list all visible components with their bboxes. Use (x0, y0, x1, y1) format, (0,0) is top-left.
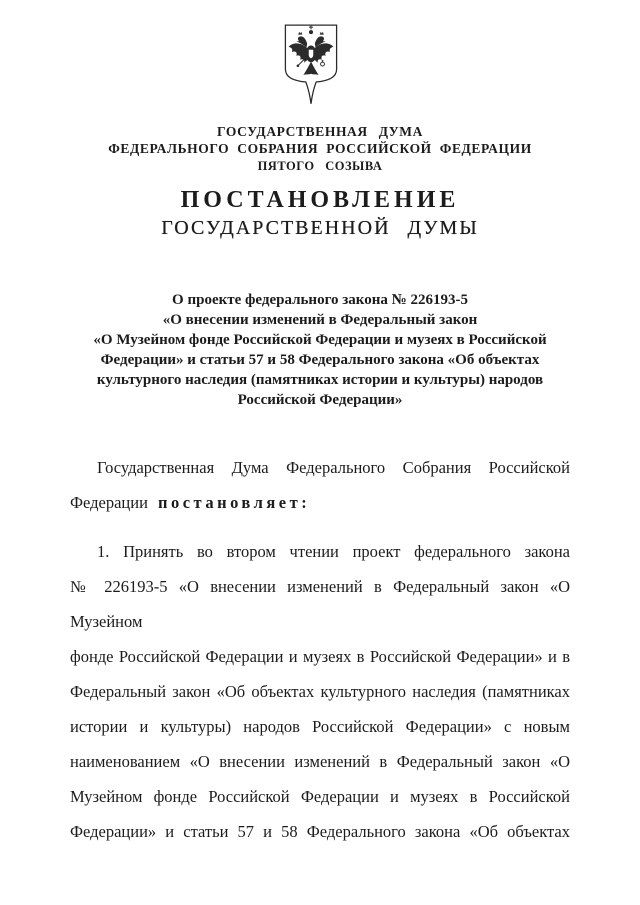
subject-line: «О внесении изменений в Федеральный закон (162, 312, 478, 328)
subject-line: культурного наследия (памятниках истории и культуры) народов (96, 372, 544, 388)
paragraph-item-1 (70, 534, 570, 849)
body-line (70, 485, 570, 520)
authority-subtitle: ФЕДЕРАЛЬНОГО СОБРАНИЯ РОССИЙСКОЙ ФЕДЕРАЦИИ (108, 141, 532, 156)
authority-name: ГОСУДАРСТВЕННАЯ ДУМА (217, 124, 423, 139)
subject-line: Федерации» и статьи 57 и 58 Федерального закона «Об объектах (100, 352, 540, 368)
decree-word: постановляет: (157, 493, 311, 512)
issuing-authority (70, 124, 570, 174)
document-body (70, 450, 570, 849)
double-headed-eagle-icon (279, 20, 343, 114)
body-line: № 226193-5 «О внесении изменений в Федеральный закон «О Музейном (70, 577, 570, 631)
russia-coat-of-arms (279, 20, 343, 114)
body-line: Федеральный закон «Об объектах культурного наследия (памятниках (70, 682, 570, 701)
body-line: 1. Принять во втором чтении проект федерального закона (97, 542, 570, 561)
document-type-title (70, 187, 570, 240)
subject-line: О проекте федерального закона № 226193-5 (172, 292, 468, 308)
body-line: истории и культуры) народов Российской Федерации» с новым (70, 717, 570, 736)
body-line: Музейном фонде Российской Федерации и музеях в Российской (70, 787, 570, 806)
doc-type-line2: ГОСУДАРСТВЕННОЙ ДУМЫ (161, 217, 479, 239)
doc-type-line1: ПОСТАНОВЛЕНИЕ (180, 187, 460, 213)
subject-line: «О Музейном фонде Российской Федерации и музеях в Российской (93, 332, 547, 348)
preamble-text: Федерации (70, 493, 148, 512)
body-line: фонде Российской Федерации и музеях в Российской Федерации» и в (70, 647, 570, 666)
paragraph-preamble (70, 450, 570, 520)
convocation-label: ПЯТОГО СОЗЫВА (257, 159, 383, 173)
body-line: наименованием «О внесении изменений в Федеральный закон «О (70, 752, 570, 771)
document-subject (70, 290, 570, 410)
body-line: Государственная Дума Федерального Собрания Российской (97, 458, 570, 477)
subject-line: Российской Федерации» (237, 392, 403, 408)
body-line: Федерации» и статьи 57 и 58 Федерального закона «Об объектах (70, 822, 570, 841)
